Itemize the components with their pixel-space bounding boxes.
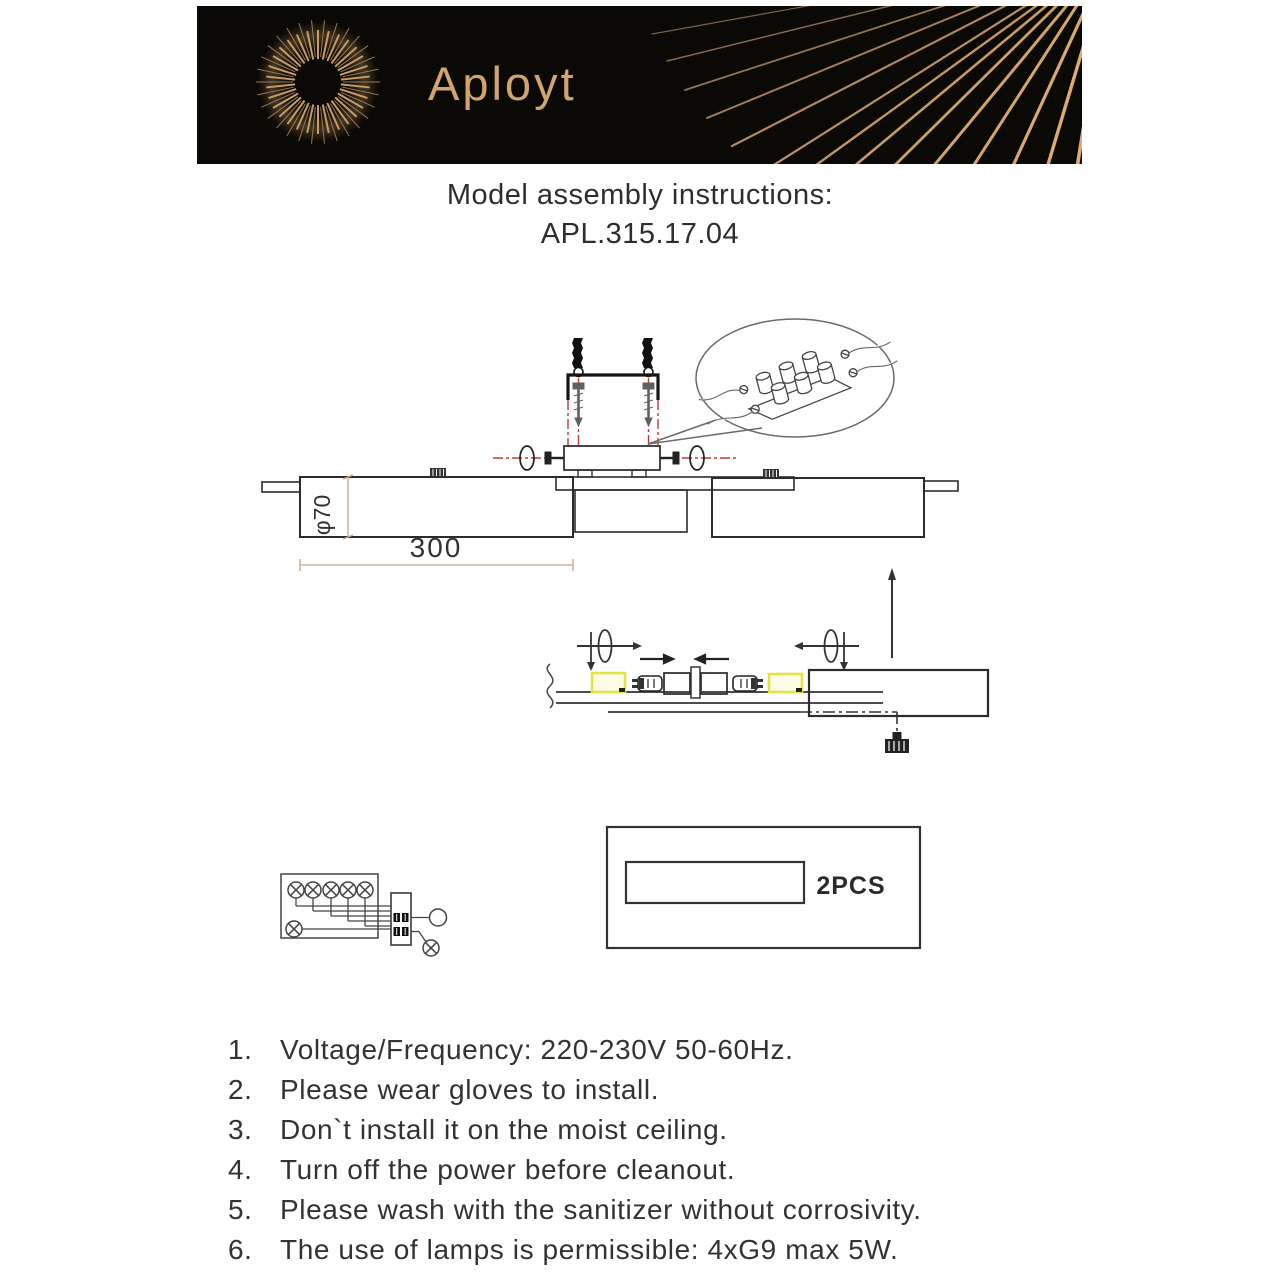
g9-bulb-icon [632, 676, 662, 691]
break-symbol [547, 664, 553, 708]
wall-anchor-icon [642, 338, 653, 377]
arrow-icon [640, 655, 729, 663]
instruction-item [228, 1154, 1088, 1185]
item-text: The use of lamps is permissible: 4xG9 max 5W. [280, 1234, 899, 1265]
item-text: Turn off the power before cleanout. [280, 1154, 736, 1185]
rotation-arrow-icon [577, 630, 642, 671]
canopy-base [564, 446, 660, 470]
item-number: 1. [228, 1034, 253, 1065]
item-number: 3. [228, 1114, 253, 1145]
parts-count-label: 2PCS [816, 872, 886, 900]
knurled-screw-icon [430, 468, 446, 477]
dimension-diameter [343, 475, 353, 539]
up-arrow-icon [888, 568, 896, 658]
item-text: Please wash with the sanitizer without corrosivity. [280, 1194, 922, 1225]
instruction-item [228, 1114, 1088, 1145]
instruction-item [228, 1034, 1088, 1065]
wiring-diagram [281, 874, 447, 956]
screw-icon [573, 383, 584, 426]
knurled-screw-icon [763, 469, 779, 478]
item-number: 6. [228, 1234, 253, 1265]
brand-name: Aployt [428, 57, 577, 110]
item-number: 4. [228, 1154, 253, 1185]
instruction-item [228, 1234, 1088, 1265]
item-number: 2. [228, 1074, 253, 1105]
diameter-dimension-label: φ70 [309, 494, 335, 536]
item-text: Voltage/Frequency: 220-230V 50-60Hz. [280, 1034, 794, 1065]
item-text: Please wear gloves to install. [280, 1074, 660, 1105]
instructions-list [228, 1034, 1088, 1274]
item-text: Don`t install it on the moist ceiling. [280, 1114, 728, 1145]
wall-anchor-icon [572, 338, 583, 377]
lamp-install-diagram [547, 568, 988, 753]
supply-symbol-icon [430, 909, 447, 926]
item-number: 5. [228, 1194, 253, 1225]
page-title: Model assembly instructions: [446, 179, 834, 211]
lamp-symbol-icon [423, 940, 439, 956]
side-screw-icon [545, 452, 564, 464]
parts-box [607, 827, 920, 948]
knob-icon [885, 732, 909, 753]
glass-tube-part [626, 862, 804, 903]
instruction-item [228, 1074, 1088, 1105]
rotation-arrow-icon [794, 630, 859, 671]
lamp-symbol-icon [288, 882, 373, 898]
instruction-item [228, 1194, 1088, 1225]
model-number: APL.315.17.04 [540, 218, 740, 250]
g9-bulb-icon [733, 676, 763, 691]
fixture-side-view [262, 477, 958, 537]
side-screw-icon [660, 452, 679, 464]
screw-icon [643, 383, 654, 426]
shade-outline [809, 670, 988, 716]
length-dimension-label: 300 [409, 532, 463, 563]
lamp-symbol-icon [286, 921, 391, 937]
mounting-diagram [262, 319, 958, 571]
